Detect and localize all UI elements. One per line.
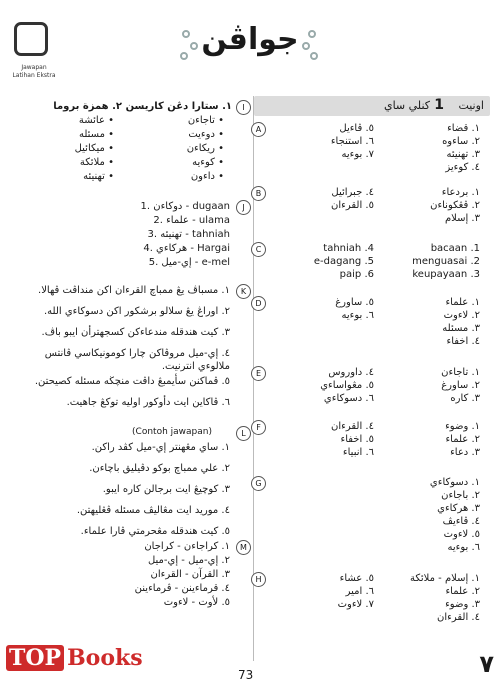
answer-item: ٢. إي-ميل - إي-ميل (147, 555, 230, 566)
logo-line2: Latihan Ekstra (12, 72, 56, 79)
section-heading: ٢. همزة بروما (53, 101, 122, 112)
answer-item: ٥. ڤماکنن سأيمبڠ داڤت منچڬه مسئله کصيحتن. (34, 376, 230, 387)
logo-caption (4, 64, 64, 80)
answer-item: ٥. لاءوت (443, 529, 480, 540)
answer-item: ٥. کيت هندقله مڠحرمتي ڤارا علماء. (80, 526, 230, 537)
answer-item: ٢. ساورغ (441, 380, 480, 391)
answer-item: ١. إسلام - ملائکة (409, 573, 480, 584)
unit-header (254, 96, 490, 116)
answer-item: keupayaan .3 (412, 269, 480, 280)
section-note: (Contoh jawapan) (132, 427, 212, 437)
answer-item: ٤. جبرائيل (331, 187, 374, 198)
answer-item: • ميکائيل (74, 143, 114, 154)
signature-mark: ٧ (479, 650, 494, 678)
answer-item: paip .6 (339, 269, 374, 280)
answer-item: ٥. عشاء (339, 573, 374, 584)
answer-item: ٧. بوءيه (341, 149, 374, 160)
answer-item: e-mel - إي-ميل .5 (148, 257, 230, 268)
answer-item: bacaan .1 (430, 243, 480, 254)
section-badge: F (251, 420, 266, 435)
answer-item: ٣. إسلام (444, 213, 480, 224)
answer-item: ٣. دعاء (450, 447, 480, 458)
answer-item: ٦. بوءيه (447, 542, 480, 553)
answer-item: ٤. القرءان (437, 612, 480, 623)
section-badge: D (251, 296, 266, 311)
answer-item: ٤. اخفاء (446, 336, 480, 347)
answer-item: ٥. ڤاءيل (339, 123, 374, 134)
answer-item: ٣. تهنيئه (446, 149, 480, 160)
watermark (6, 645, 146, 671)
answer-item: ٤. قرماءينن - ڤرماءينن (134, 583, 230, 594)
answer-item: ٦. امير (345, 586, 374, 597)
answer-item: ١. وضوء (445, 421, 480, 432)
watermark-top: TOP (6, 645, 64, 671)
answer-item: ٧. لاءوت (337, 599, 374, 610)
section-badge: M (236, 540, 251, 555)
answer-item: ٦. استنجاء (330, 136, 374, 147)
answer-item: • ريکاءن (186, 143, 224, 154)
answer-item: ٦. دسوکاءي (323, 393, 374, 404)
section-badge: H (251, 572, 266, 587)
answer-item: ١. بردعاء (441, 187, 480, 198)
section-badge: B (251, 186, 266, 201)
section-heading: ١. ستارا دڠن کاريسن (125, 101, 232, 112)
answer-item: ٥. اخفاء (340, 434, 374, 445)
section-badge: G (251, 476, 266, 491)
answer-item: ٦. ڤاکاين ايت دأوکور اوليه توکڠ جاهيت. (66, 397, 230, 408)
answer-item: ١. ساي مڠهنتر إي-ميل کڤد راکن. (91, 442, 230, 453)
answer-item: ٤. کوءيز (445, 162, 480, 173)
answer-item: ٤. داوروس (328, 367, 374, 378)
answer-item: ٤. القرءان (331, 421, 374, 432)
answer-item: ٢. ڤڠکوناءن (430, 200, 480, 211)
answer-item: ٥. مڠواساءي (320, 380, 374, 391)
answer-item: ٣. مسئله (442, 323, 480, 334)
answer-item: ٣. وضوء (445, 599, 480, 610)
section-badge: L (236, 426, 251, 441)
answer-item: ١. علماء (445, 297, 480, 308)
answer-item: ١. کراجاءن - کراجان (144, 541, 230, 552)
answer-item: ١. تاجاءن (441, 367, 480, 378)
answer-item: ٢. علماء (445, 586, 480, 597)
answer-item: e-dagang .5 (313, 256, 374, 267)
section-badge: E (251, 366, 266, 381)
answer-item: ١. مسباڤ يڠ ممباچ القرءان اکن منداڤت ڤهالا. (38, 285, 230, 296)
logo-box (14, 22, 48, 56)
answer-item: ٦. بوءيه (341, 310, 374, 321)
answer-item: • مسئله (78, 129, 114, 140)
answer-item: ٣. القرآن - القرءان (150, 569, 230, 580)
answer-item: dugaan - دوکاءن .1 (140, 201, 230, 212)
answer-item: • دوءيت (188, 129, 224, 140)
section-badge: J (236, 200, 251, 215)
section-badge: K (236, 284, 251, 299)
answer-item: ٥. ساورغ (335, 297, 374, 308)
section-badge: A (251, 122, 266, 137)
answer-item: ٢. ساءوه (442, 136, 480, 147)
answer-item: ٢. باجاءن (441, 490, 480, 501)
section-badge: I (236, 100, 251, 115)
answer-item: ٢. علماء (445, 434, 480, 445)
unit-label: اونيت (458, 99, 484, 112)
unit-number: 1 (434, 97, 444, 113)
answer-item: ٢. اوراڠ يڠ سلالو برشکور اکن دسوکاءي الله. (43, 306, 230, 317)
answer-item: menguasai .2 (412, 256, 480, 267)
logo-line1: Jawapan (21, 64, 47, 71)
page-title: جواڤن (201, 22, 299, 57)
answer-item: ٣. کاره (450, 393, 480, 404)
answer-item: ٣. کوچيڠ ايت برجالن کاره ايبو. (102, 484, 230, 495)
answer-item: ٤. موريد ايت مڠاليڤ مسئله ڤڠليهتن. (76, 505, 230, 516)
answer-item: ulama - علماء .2 (153, 215, 230, 226)
answer-item: ٥. القرءان (331, 200, 374, 211)
answer-item: tahniah .4 (323, 243, 374, 254)
page-number: 73 (238, 668, 254, 682)
unit-name: کنلي ساي (383, 99, 430, 112)
answer-item: ٢. لاءوت (443, 310, 480, 321)
answer-item: • کوءيه (192, 157, 224, 168)
answer-item: ٤. ڤاءيڤ (442, 516, 480, 527)
answer-item: Hargai - هرکاءي .4 (143, 243, 230, 254)
answer-item: ٣. هرکاءي (437, 503, 480, 514)
answer-item: ٢. علي ممباچ بوکو دڤيليق باچاءن. (89, 463, 230, 474)
answer-item: ٥. لأوت - لاءوت (163, 597, 230, 608)
answer-item: ٣. کيت هندقله مندعاءکن کسجهترأن ايبو باڤ. (41, 327, 230, 338)
watermark-books: Books (67, 645, 143, 671)
answer-item: • تهنيئه (83, 171, 114, 182)
section-badge: C (251, 242, 266, 257)
answer-item: • تاجاءن (187, 115, 224, 126)
answer-item: • داءون (190, 171, 224, 182)
answer-item: tahniah - تهنيئه .3 (147, 229, 230, 240)
answer-item: ١. دسوکاءي (429, 477, 480, 488)
answer-item: ٦. انبياء (342, 447, 374, 458)
answer-item: • ملائکة (79, 157, 114, 168)
answer-item: • عائشة (78, 115, 114, 126)
answer-item: ١. قضاء (447, 123, 480, 134)
answer-item: ٤. إي-ميل مروڤاکن چارا کومونيکاسي ڤانتس ملالوءي انترنيت. (44, 348, 230, 372)
